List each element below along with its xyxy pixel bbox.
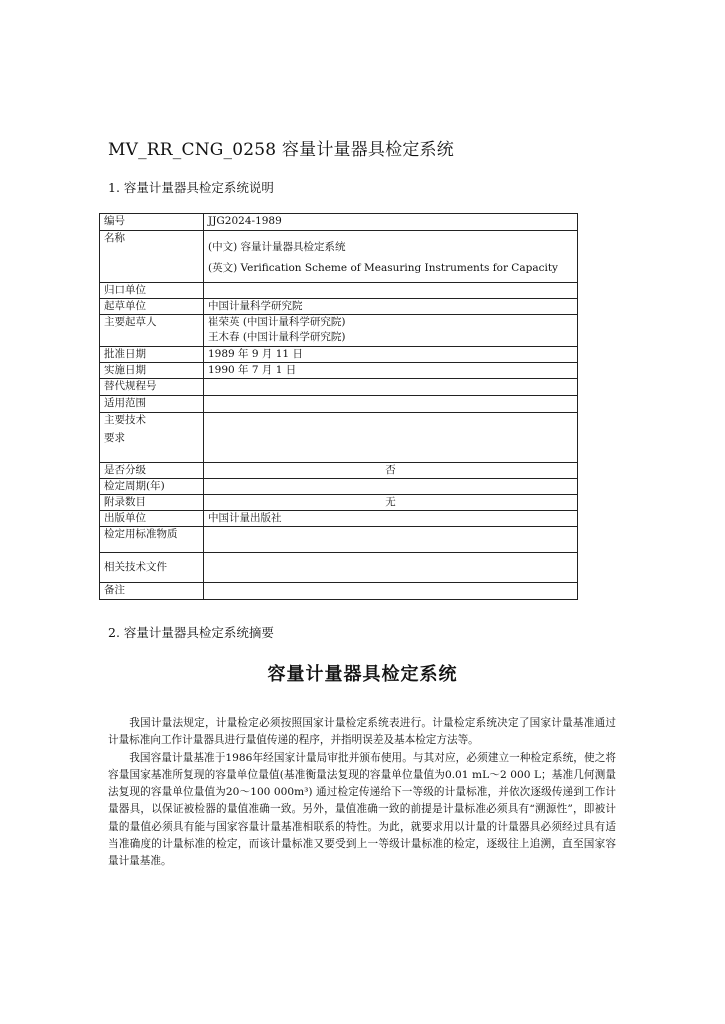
approval-date-label: 批准日期	[100, 347, 204, 363]
summary-paragraph-2: 我国容量计量基准于1986年经国家计量局审批并颁布使用。与其对应，必须建立一种检定系统，使之将容量国家基准所复现的容量单位量值(基准衡量法复现的容量单位量值为0.01 mL～2 000 L；基准几何测量法复现的容量单位量值为20～100 000m³) 通过检定传递给下一等级的计量标准，并依次逐级传递到工作计量器具，以保证被检器的量值准确一致。另外，量值准确一致的前提是计量标准必须具有“溯源性”，即被计量的量值必须具有能与国家容量计量基准相联系的特性。为此，就要求用以计量的计量器具必须经过具有适当准确度的计量标准的检定，而该计量标准又要受到上一等级计量标准的检定，逐级往上追溯，直至国家容量计量基准。	[108, 751, 616, 868]
number-label: 编号	[100, 214, 204, 231]
table-row	[100, 495, 578, 511]
table-row	[100, 347, 578, 363]
summary-paragraph-1: 我国计量法规定，计量检定必须按照国家计量检定系统表进行。计量检定系统决定了国家计量基准通过计量标准向工作计量器具进行量值传递的程序，并指明误差及基本检定方法等。	[108, 717, 616, 747]
table-row	[100, 231, 578, 283]
related-docs-value	[204, 553, 578, 583]
table-row	[100, 511, 578, 527]
table-row	[100, 214, 578, 231]
reference-materials-label: 检定用标准物质	[100, 527, 204, 553]
section1-heading: 1. 容量计量器具检定系统说明	[108, 180, 274, 195]
drafting-unit-value: 中国计量科学研究院	[204, 299, 578, 315]
responsible-unit-value	[204, 283, 578, 299]
table-row	[100, 583, 578, 600]
section2-heading: 2. 容量计量器具检定系统摘要	[108, 625, 274, 640]
main-requirements-label-line1: 主要技术	[104, 414, 146, 426]
main-requirements-label-line2: 要求	[104, 432, 125, 444]
table-row	[100, 413, 578, 463]
summary-text	[108, 715, 616, 871]
drafter-1: 崔荣英 (中国计量科学研究院)	[208, 316, 346, 328]
main-drafters-value	[204, 315, 578, 347]
table-row	[100, 315, 578, 347]
table-row	[100, 363, 578, 379]
table-row	[100, 299, 578, 315]
main-title: 容量计量器具检定系统	[267, 664, 458, 685]
drafting-unit-label: 起草单位	[100, 299, 204, 315]
remarks-value	[204, 583, 578, 600]
table-row	[100, 283, 578, 299]
approval-date-value: 1989 年 9 月 11 日	[204, 347, 578, 363]
table-row	[100, 553, 578, 583]
main-requirements-label	[100, 413, 204, 463]
graded-value: 否	[204, 463, 578, 479]
drafter-2: 王木春 (中国计量科学研究院)	[208, 331, 346, 343]
main-requirements-value	[204, 413, 578, 463]
standard-info-table	[99, 213, 578, 600]
table-row	[100, 463, 578, 479]
publisher-label: 出版单位	[100, 511, 204, 527]
table-row	[100, 396, 578, 413]
publisher-value: 中国计量出版社	[204, 511, 578, 527]
name-value	[204, 231, 578, 283]
period-value	[204, 479, 578, 495]
period-label: 检定周期(年)	[100, 479, 204, 495]
name-en: (英文) Verification Scheme of Measuring Instruments for Capacity	[208, 262, 558, 274]
table-row	[100, 379, 578, 396]
table-row	[100, 479, 578, 495]
appendix-count-value: 无	[204, 495, 578, 511]
scope-label: 适用范围	[100, 396, 204, 413]
graded-label: 是否分级	[100, 463, 204, 479]
reference-materials-value	[204, 527, 578, 553]
name-cn: (中文) 容量计量器具检定系统	[208, 241, 346, 253]
replaced-code-label: 替代规程号	[100, 379, 204, 396]
document-code-title: MV_RR_CNG_0258 容量计量器具检定系统	[108, 140, 454, 160]
table-row	[100, 527, 578, 553]
implementation-date-value: 1990 年 7 月 1 日	[204, 363, 578, 379]
implementation-date-label: 实施日期	[100, 363, 204, 379]
number-value: JJG2024-1989	[204, 214, 578, 231]
related-docs-label: 相关技术文件	[100, 553, 204, 583]
name-label: 名称	[100, 231, 204, 283]
replaced-code-value	[204, 379, 578, 396]
appendix-count-label: 附录数目	[100, 495, 204, 511]
responsible-unit-label: 归口单位	[100, 283, 204, 299]
remarks-label: 备注	[100, 583, 204, 600]
main-drafters-label: 主要起草人	[100, 315, 204, 347]
scope-value	[204, 396, 578, 413]
